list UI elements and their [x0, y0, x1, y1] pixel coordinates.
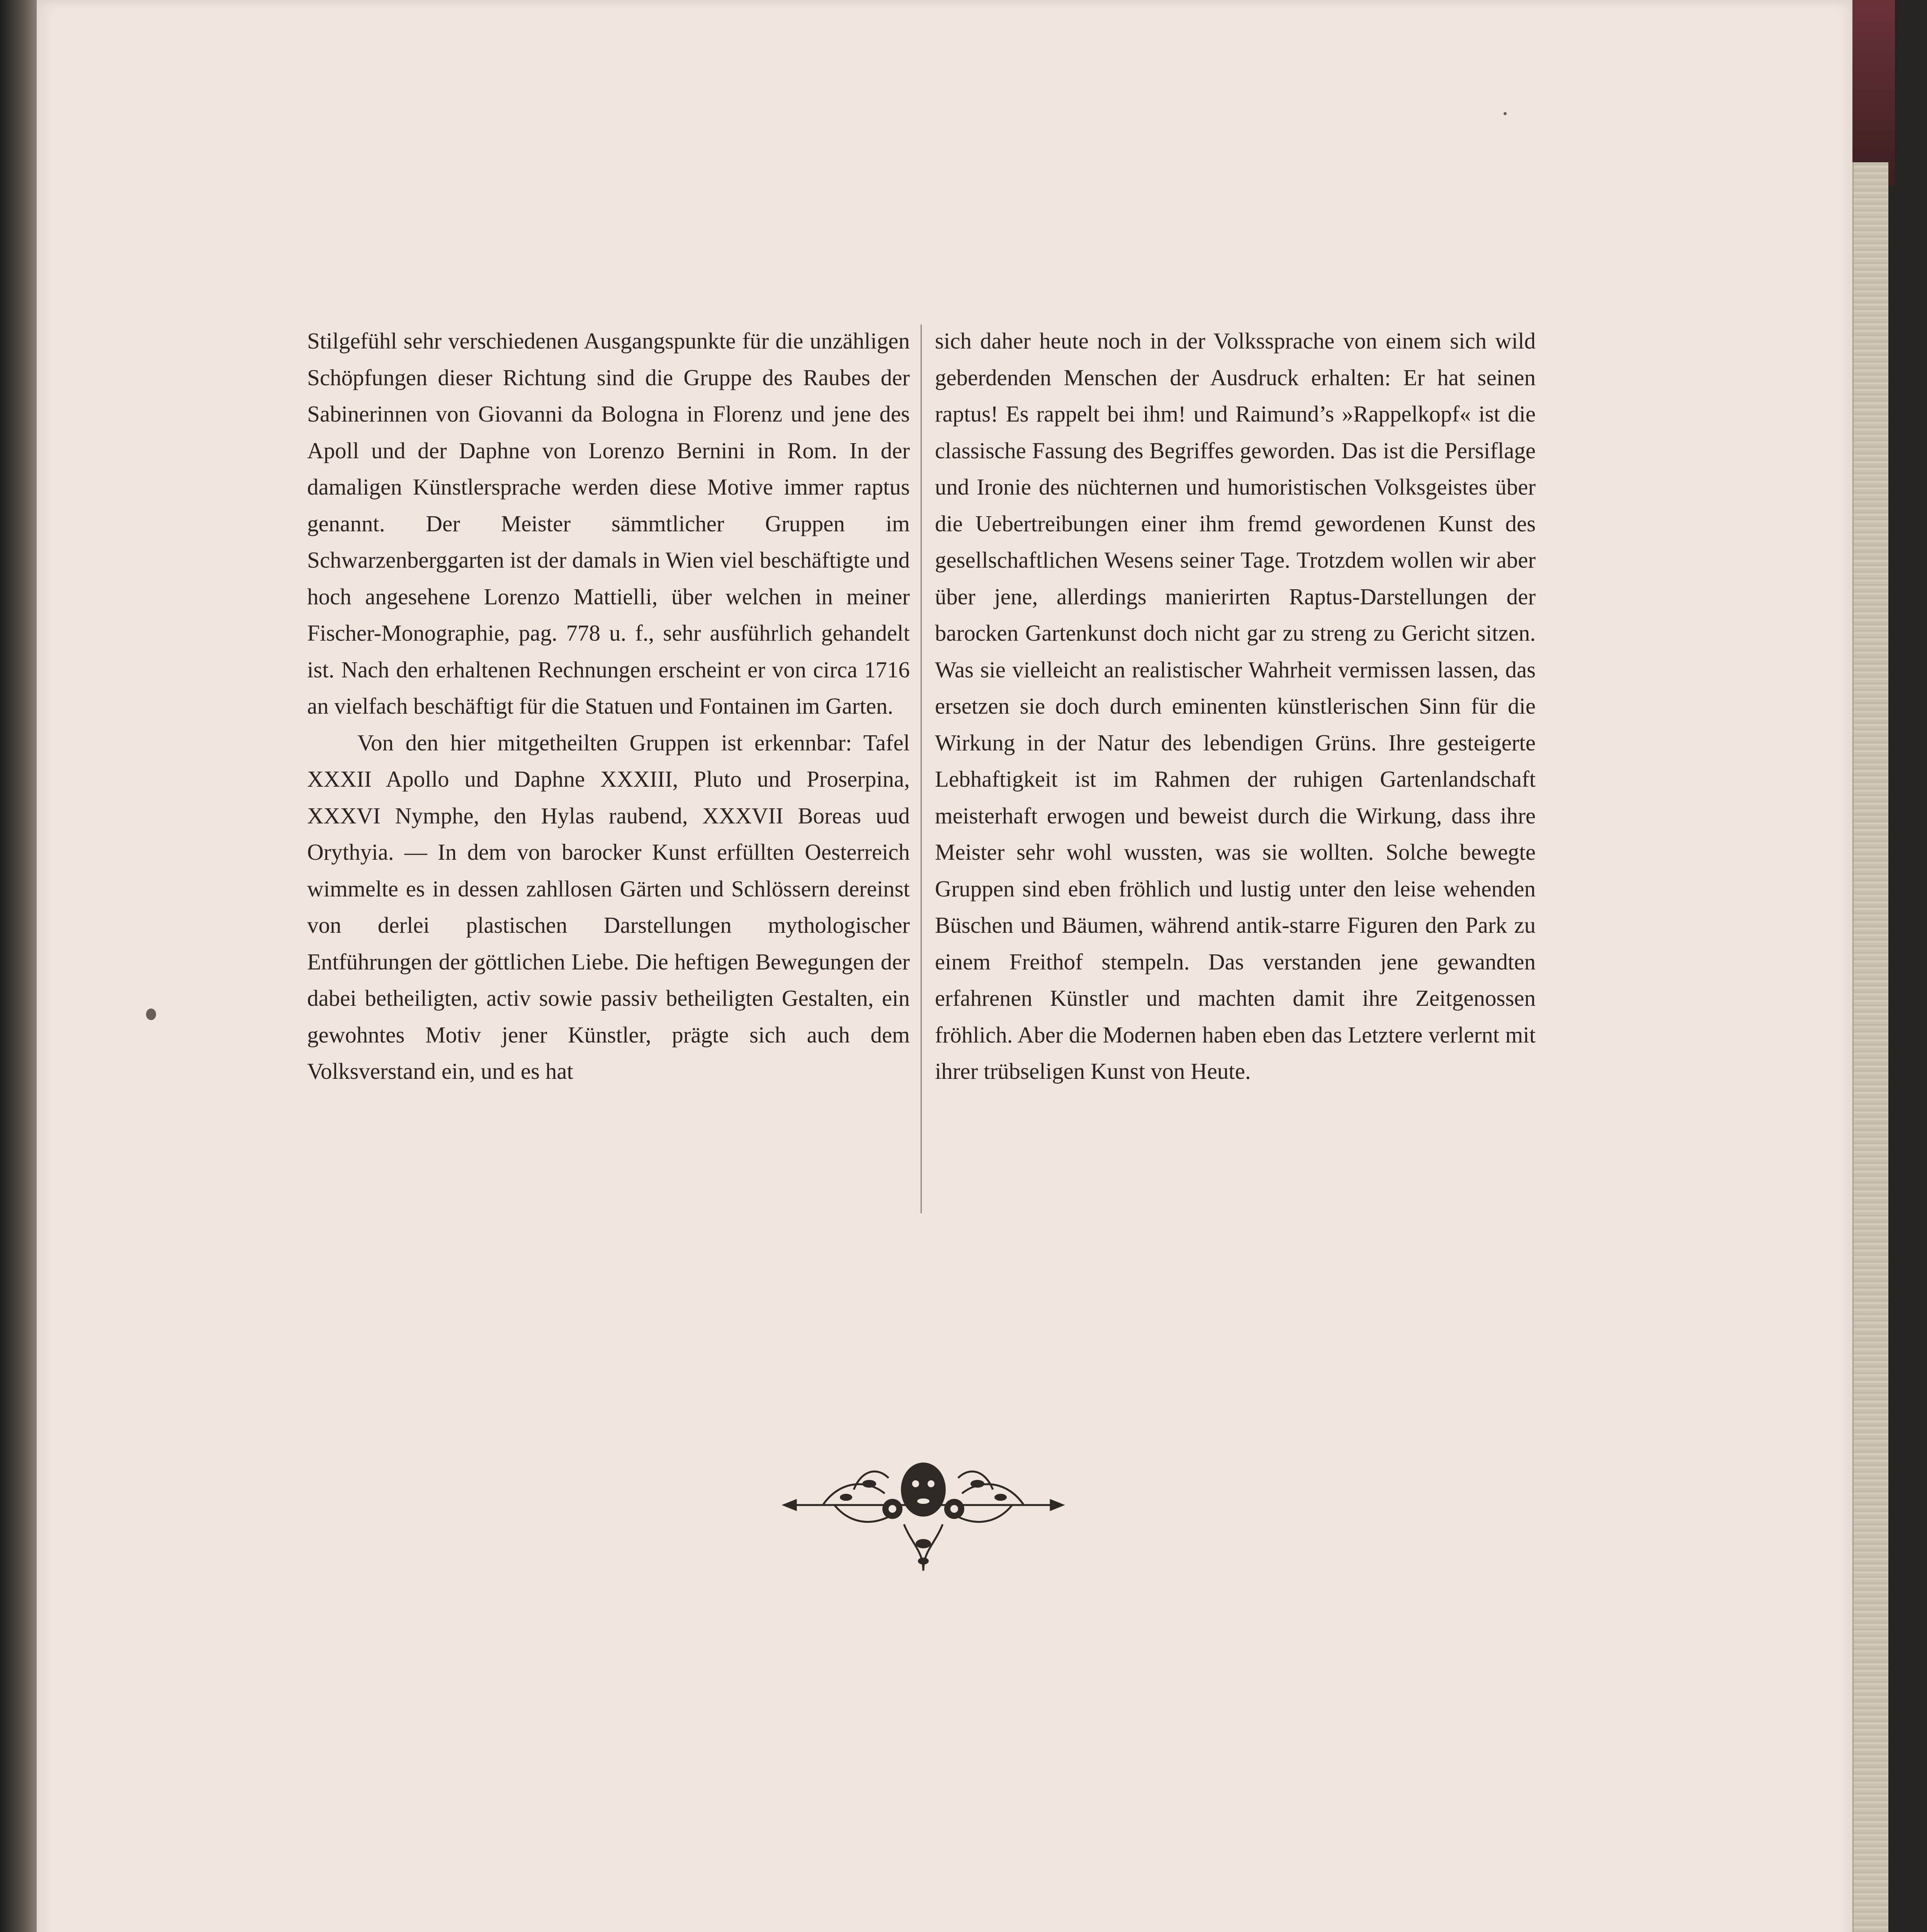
column-divider — [921, 325, 922, 1213]
page-stack-edge — [1852, 162, 1888, 1932]
paper-speck — [146, 1009, 156, 1020]
paper-speck — [1504, 112, 1507, 115]
previous-page-edge — [0, 0, 37, 1932]
cover-spine — [1852, 0, 1895, 185]
paragraph: sich daher heute noch in der Volkssprache von einem sich wild geberdenden Menschen der Ausdruck erhalten: Er hat seinen raptus! Es rappelt bei ihm! und Raimund’s »Rappelkopf« ist die classische Fassung des Begriffes geworden. Das ist die Persiflage und Ironie des nüchternen und humoristischen Volksgeistes über die Uebertreibungen einer ihm fremd gewordenen Kunst des gesellschaftlichen Wesens seiner Tage. Trotzdem wollen wir aber über jene, allerdings manierirten Raptus-Darstellungen der barocken Gartenkunst doch nicht gar zu streng zu Gericht sitzen. Was sie vielleicht an realistischer Wahrheit vermissen lassen, das ersetzen sie doch durch eminenten künstlerischen Sinn für die Wirkung in der Natur des lebendigen Grüns. Ihre gesteigerte Lebhaftigkeit ist im Rahmen der ruhigen Gartenlandschaft meisterhaft erwogen und beweist durch die Wirkung, dass ihre Meister sehr wohl wussten, was sie wollten. Solche bewegte Gruppen sind eben fröhlich und lustig unter den leise wehenden Büschen und Bäumen, während antik-starre Figuren den Park zu einem Freithof stempeln. Das verstanden jene gewandten erfahrenen Künstler und machten damit ihre Zeitgenossen fröhlich. Aber die Modernen haben eben das Letztere verlernt mit ihrer trübseligen Kunst von Heute. — [935, 328, 1536, 1084]
right-text-column — [935, 323, 1536, 1090]
paragraph: Stilgefühl sehr verschiedenen Ausgangspunkte für die unzähligen Schöpfungen dieser Richtung sind die Gruppe des Raubes der Sabinerinnen von Giovanni da Bologna in Florenz und jene des Apoll und der Daphne von Lorenzo Bernini in Rom. In der damaligen Künstlersprache werden diese Motive immer raptus genannt. Der Meister sämmtlicher Gruppen im Schwarzenberggarten ist der damals in Wien viel beschäftigte und hoch angesehene Lorenzo Mattielli, über welchen in meiner Fischer-Monographie, pag. 778 u. f., sehr ausführlich gehandelt ist. Nach den erhaltenen Rechnungen erscheint er von circa 1716 an vielfach beschäftigt für die Statuen und Fontainen im Garten. — [307, 328, 910, 719]
left-text-column — [307, 323, 910, 1090]
floral-vignette-icon — [777, 1447, 1070, 1582]
paragraph: Von den hier mitgetheilten Gruppen ist erkennbar: Tafel XXXII Apollo und Daphne XXXIII, Pluto und Proserpina, XXXVI Nymphe, den Hylas raubend, XXXVII Boreas uud Orythyia. — In dem von barocker Kunst erfüllten Oesterreich wimmelte es in dessen zahllosen Gärten und Schlössern dereinst von derlei plastischen Darstellungen mythologischer Entführungen der göttlichen Liebe. Die heftigen Bewegungen der dabei betheiligten, activ sowie passiv betheiligten Gestalten, ein gewohntes Motiv jener Künstler, prägte sich auch dem Volksverstand ein, und es hat — [307, 730, 910, 1084]
